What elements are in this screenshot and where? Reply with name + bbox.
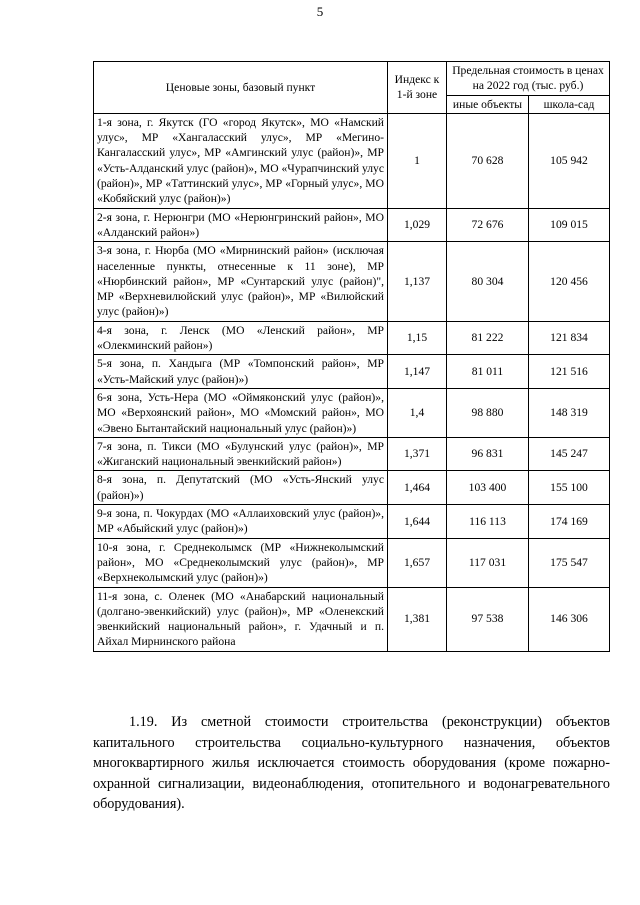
other-objects-cell: 97 538 [447, 587, 529, 651]
header-zone: Ценовые зоны, базовый пункт [94, 62, 388, 114]
index-cell: 1,147 [388, 355, 447, 389]
zone-cell: 3-я зона, г. Нюрба (МО «Мирнинский район» (исключая населенные пункты, отнесенные к 11 зоне), МР «Нюрбинский район», МР «Сунтарский улус (район)", МР «Верхневилюйский улус (район)», МР «Вилюйский улус (район)») [94, 242, 388, 321]
school-kindergarten-cell: 109 015 [529, 208, 610, 242]
zone-cell: 9-я зона, п. Чокурдах (МО «Аллаиховский улус (район)», МР «Абыйский улус (район)») [94, 505, 388, 539]
header-index: Индекс к 1-й зоне [388, 62, 447, 114]
zone-cell: 1-я зона, г. Якутск (ГО «город Якутск», МО «Намский улус», МР «Хангаласский улус», МР «Мегино-Кангаласский улус», МР «Амгинский улус (район)», МР «Усть-Алданский улус (район)», МО «Чурапчинский улус (район)», МР «Таттинский улус», МР «Горный улус», МО «Кобяйский улус (район)») [94, 113, 388, 208]
school-kindergarten-cell: 175 547 [529, 538, 610, 587]
table-header-row [94, 62, 610, 96]
index-cell: 1,4 [388, 388, 447, 437]
zone-cell: 7-я зона, п. Тикси (МО «Булунский улус (район)», МР «Жиганский национальный эвенкийский район») [94, 437, 388, 471]
zone-cell: 8-я зона, п. Депутатский (МО «Усть-Янский улус (район)») [94, 471, 388, 505]
other-objects-cell: 81 222 [447, 321, 529, 355]
other-objects-cell: 96 831 [447, 437, 529, 471]
table-row [94, 355, 610, 389]
school-kindergarten-cell: 120 456 [529, 242, 610, 321]
other-objects-cell: 117 031 [447, 538, 529, 587]
school-kindergarten-cell: 174 169 [529, 505, 610, 539]
other-objects-cell: 116 113 [447, 505, 529, 539]
other-objects-cell: 98 880 [447, 388, 529, 437]
table-row [94, 437, 610, 471]
index-cell: 1,15 [388, 321, 447, 355]
table-row [94, 388, 610, 437]
index-cell: 1,464 [388, 471, 447, 505]
other-objects-cell: 72 676 [447, 208, 529, 242]
index-cell: 1,137 [388, 242, 447, 321]
table-row [94, 113, 610, 208]
header-school-kindergarten: школа-сад [529, 95, 610, 113]
zone-cell: 10-я зона, г. Среднеколымск (МР «Нижнеколымский район», МО «Среднеколымский улус (район)», МР «Верхнеколымский улус (район)») [94, 538, 388, 587]
paragraph-1-19: 1.19. Из сметной стоимости строительства (реконструкции) объектов капитального строительства социально-культурного назначения, объектов многоквартирного жилья исключается стоимость оборудования (кроме пожарно-охранной сигнализации, видеонаблюдения, отопительного и водонагревательного оборудования). [93, 714, 610, 812]
school-kindergarten-cell: 155 100 [529, 471, 610, 505]
zone-cell: 6-я зона, Усть-Нера (МО «Оймяконский улус (район)», МО «Верхоянский район», МО «Момский район», МО «Эвено Бытантайский национальный улус (район)») [94, 388, 388, 437]
table-row [94, 242, 610, 321]
table-row [94, 505, 610, 539]
zone-cell: 4-я зона, г. Ленск (МО «Ленский район», МР «Олекминский район») [94, 321, 388, 355]
index-cell: 1,644 [388, 505, 447, 539]
table-body [94, 113, 610, 651]
school-kindergarten-cell: 146 306 [529, 587, 610, 651]
header-price-group: Предельная стоимость в ценах на 2022 год (тыс. руб.) [447, 62, 610, 96]
table-row [94, 471, 610, 505]
other-objects-cell: 70 628 [447, 113, 529, 208]
zone-cell: 11-я зона, с. Оленек (МО «Анабарский национальный (долгано-эвенкийский) улус (район)», МР «Оленекский эвенкийский национальный район», г. Удачный и п. Айхал Мирнинского района [94, 587, 388, 651]
school-kindergarten-cell: 148 319 [529, 388, 610, 437]
school-kindergarten-cell: 121 516 [529, 355, 610, 389]
school-kindergarten-cell: 105 942 [529, 113, 610, 208]
price-zone-table [93, 61, 610, 652]
header-other-objects: иные объекты [447, 95, 529, 113]
other-objects-cell: 80 304 [447, 242, 529, 321]
index-cell: 1,371 [388, 437, 447, 471]
table-row [94, 538, 610, 587]
table-row [94, 208, 610, 242]
index-cell: 1,029 [388, 208, 447, 242]
zone-cell: 2-я зона, г. Нерюнгри (МО «Нерюнгринский район», МО «Алданский район») [94, 208, 388, 242]
other-objects-cell: 81 011 [447, 355, 529, 389]
school-kindergarten-cell: 121 834 [529, 321, 610, 355]
zone-cell: 5-я зона, п. Хандыга (МР «Томпонский район», МР «Усть-Майский улус (район)») [94, 355, 388, 389]
page-number: 5 [316, 4, 324, 19]
table-row [94, 321, 610, 355]
table-row [94, 587, 610, 651]
other-objects-cell: 103 400 [447, 471, 529, 505]
index-cell: 1,657 [388, 538, 447, 587]
index-cell: 1 [388, 113, 447, 208]
school-kindergarten-cell: 145 247 [529, 437, 610, 471]
index-cell: 1,381 [388, 587, 447, 651]
